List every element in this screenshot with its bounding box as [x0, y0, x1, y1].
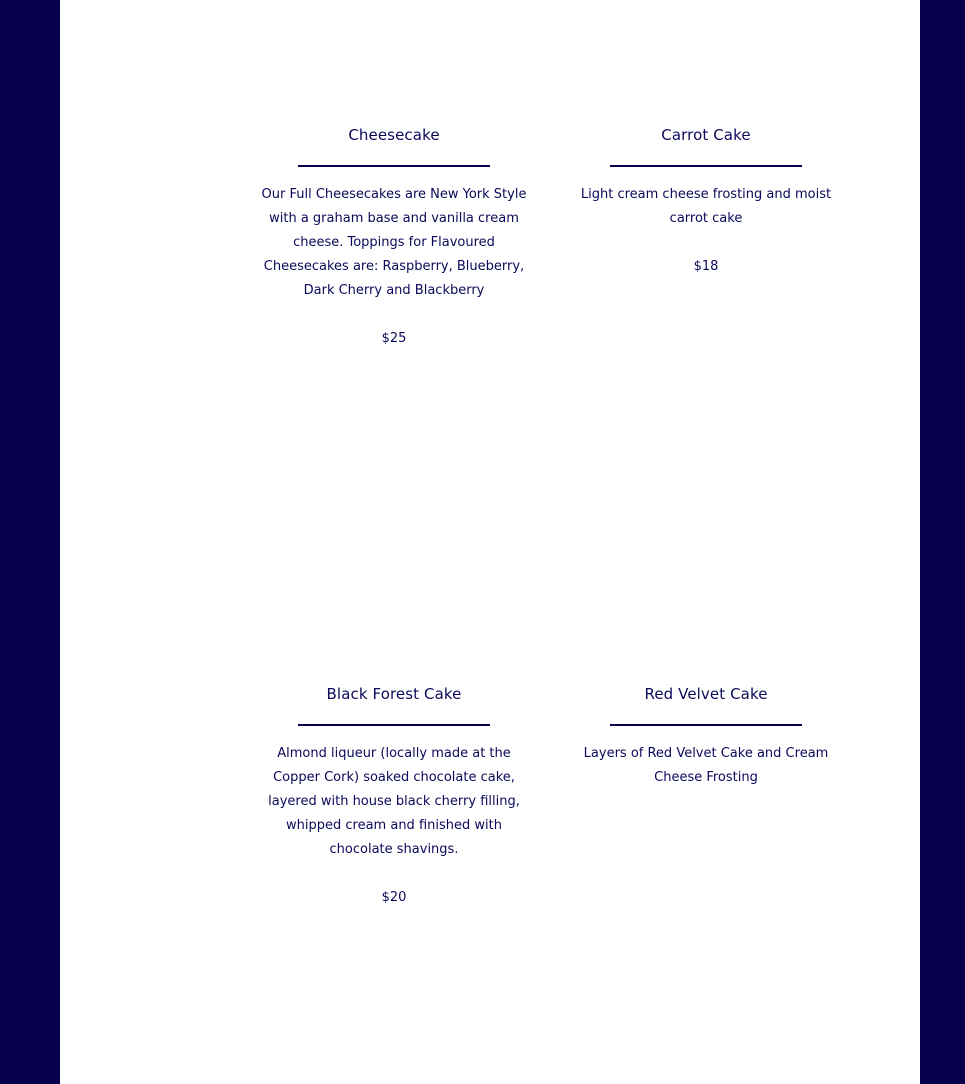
menu-item-title: Carrot Cake [661, 126, 751, 144]
menu-item-title: Cheesecake [348, 126, 440, 144]
title-divider [298, 165, 490, 167]
menu-item-carrot-cake [566, 125, 846, 279]
menu-item-red-velvet-cake [566, 684, 846, 790]
menu-item-black-forest-cake [254, 684, 534, 910]
title-divider [610, 724, 802, 726]
menu-item-description: Layers of Red Velvet Cake and Cream Cheese Frosting [583, 746, 829, 785]
menu-item-cheesecake [254, 125, 534, 351]
menu-item-price: $20 [381, 890, 407, 905]
title-divider [298, 724, 490, 726]
menu-item-price: $25 [381, 331, 407, 346]
menu-item-title: Black Forest Cake [326, 685, 462, 703]
menu-item-title: Red Velvet Cake [644, 685, 768, 703]
title-divider [610, 165, 802, 167]
menu-item-description: Light cream cheese frosting and moist carrot cake [580, 187, 832, 226]
menu-item-description: Our Full Cheesecakes are New York Style with a graham base and vanilla cream cheese. Toppings for Flavoured Cheesecakes are: Raspberry, Blueberry, Dark Cherry and Blackberry [261, 187, 527, 298]
menu-item-price: $18 [693, 259, 719, 274]
menu-item-description: Almond liqueur (locally made at the Copper Cork) soaked chocolate cake, layered with house black cherry filling, whipped cream and finished with chocolate shavings. [268, 746, 520, 857]
content-panel [60, 0, 920, 1084]
